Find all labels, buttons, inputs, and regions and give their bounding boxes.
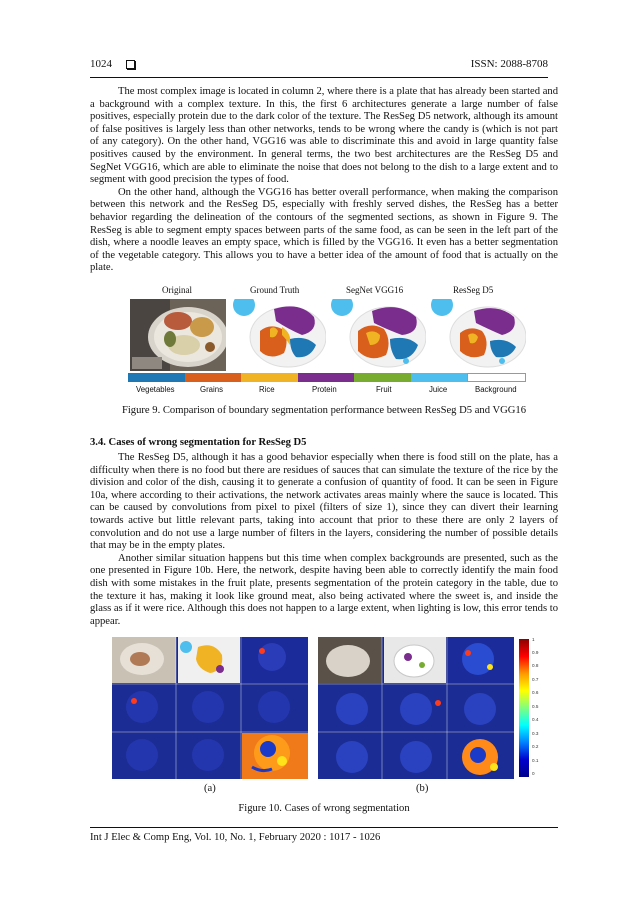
footer-rule [90, 827, 558, 828]
figure-10a-activation-grid [112, 637, 308, 779]
colorbar-tick: 0.9 [532, 650, 539, 655]
resseg-d5-segmentation [430, 299, 526, 371]
legend-label: Juice [429, 385, 448, 394]
figure-10b-activation-grid [318, 637, 514, 779]
colorbar-tick: 0.2 [532, 744, 539, 749]
colorbar-tick: 0.7 [532, 677, 539, 682]
column-title: Original [162, 285, 192, 295]
figure-10-caption: Figure 10. Cases of wrong segmentation [238, 803, 410, 814]
section-heading: 3.4. Cases of wrong segmentation for ResSeg D5 [90, 437, 307, 448]
colorbar-tick: 0.1 [532, 758, 539, 763]
segnet-vgg16-segmentation [330, 299, 426, 371]
footer-citation: Int J Elec & Comp Eng, Vol. 10, No. 1, February 2020 : 1017 - 1026 [90, 832, 381, 843]
legend-swatch-vegetables [128, 373, 185, 382]
column-title: Ground Truth [250, 285, 300, 295]
paragraph: The most complex image is located in column 2, where there is a plate that has already been started and a background with a complex texture. In this, the first 6 architectures generate a large number of false positives, especially protein due to the dark color of the texture. The ResSeg D5 network, although its amount of false positives is largely less than other networks, tends to be wrong where the candy is (which is not part of any category). On the other hand, VGG16 was able to discriminate this and avoid in large quantity false positives caused by the environment. In general terms, the two best architectures are the ResSeg D5 and SegNet VGG16, which are able to eliminate the noise that does not belong to the dish to a large extent and to segment with good precision the types of food. [90, 86, 558, 186]
colorbar-tick: 0.4 [532, 717, 539, 722]
legend-swatch-rice [241, 373, 298, 382]
colorbar-tick: 0.3 [532, 731, 539, 736]
legend-swatch-fruit [354, 373, 411, 382]
category-legend-labels [128, 385, 526, 397]
figure-9-images [128, 299, 526, 371]
legend-swatch-protein [298, 373, 355, 382]
panel-label-a: (a) [204, 783, 216, 794]
legend-swatch-background [467, 373, 526, 382]
colorbar-tick: 0.8 [532, 663, 539, 668]
original-food-photo [130, 299, 226, 371]
colorbar-tick: 0.5 [532, 704, 539, 709]
page-number: 1024 [90, 58, 112, 70]
legend-label: Fruit [376, 385, 392, 394]
body-text-bottom [90, 452, 558, 628]
body-text-top [90, 86, 558, 275]
legend-label: Rice [259, 385, 275, 394]
activation-colorbar [519, 639, 529, 777]
legend-label: Protein [312, 385, 337, 394]
figure-9-caption: Figure 9. Comparison of boundary segmentation performance between ResSeg D5 and VGG16 [121, 405, 527, 416]
figure-10 [112, 637, 542, 797]
colorbar-tick: 0.6 [532, 690, 539, 695]
legend-label: Grains [200, 385, 223, 394]
issn: ISSN: 2088-8708 [470, 58, 548, 70]
category-color-bar [128, 373, 526, 382]
legend-swatch-grains [185, 373, 242, 382]
figure-9 [128, 285, 526, 394]
paragraph: On the other hand, although the VGG16 has better overall performance, when making the comparison between this network and the ResSeg D5, especially with freshly served dishes, the ResSeg has a better behavior regarding the delineation of the contours of the segmented sections, as shown in Figure 9. The ResSeg is able to segment empty spaces between parts of the same food, as can be seen in the left part of the dish, where a noodle leaves an empty space, which is filled by the VGG16. It even has a better segmentation of the vegetable category. This allows you to have a better idea of the amount of food that is actually on the plate. [90, 186, 558, 274]
column-title: ResSeg D5 [453, 285, 494, 295]
legend-swatch-juice [411, 373, 468, 382]
column-title: SegNet VGG16 [346, 285, 404, 295]
legend-label: Background [475, 385, 517, 394]
legend-label: Vegetables [136, 385, 175, 394]
colorbar-tick: 1 [532, 637, 535, 642]
header-rule [90, 77, 548, 78]
paragraph: The ResSeg D5, although it has a good behavior especially when there is food still on the plate, has a difficulty when there is no food but there are residues of sauces that can simulate the texture of the rice by the division and color of the dish, causing it to generate a confusion of quantity of food. It can be seen in Figure 10a, where according to their activations, the network activates areas mainly where the sauce is located. This can be caused by convolutions from pixel to pixel (filters of size 1), since they can divert their learning towards active but little relevant parts, taking into account that prior to these there are only 2 layers of convolution and do not use a large number of filters in the layers, considering the number of possible details that may be in the empty plates. [90, 452, 558, 552]
paragraph: Another similar situation happens but this time when complex backgrounds are presented, such as the one presented in Figure 10b. Here, the network, despite having been able to correctly identify the main food dish with some mistakes in the fruit plate, presents segmentation of the protein category in the table, due to the texture it has, making it look like ground meat, also being activated where the sweet is, and inside the glass as if it were rice. Although this does not happen to a large extent, when lighting is low, this error tends to appear. [90, 552, 558, 627]
figure-9-column-titles [128, 285, 526, 299]
checkbox-glyph-icon [126, 60, 135, 69]
panel-label-b: (b) [416, 783, 429, 794]
ground-truth-segmentation [230, 299, 326, 371]
page-header [90, 58, 548, 74]
colorbar-tick: 0 [532, 771, 535, 776]
